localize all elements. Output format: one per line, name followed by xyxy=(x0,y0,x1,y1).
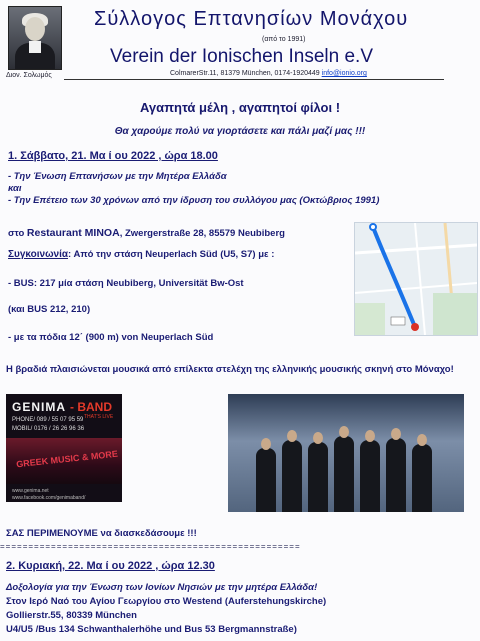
event1-venue xyxy=(8,227,285,239)
venue-prefix: στο xyxy=(8,228,25,239)
title-german: Verein der Ionischen Inseln e.V xyxy=(110,46,374,67)
event1-walk: - με τα πόδια 12΄ (900 m) von Neuperlach Süd xyxy=(8,332,214,343)
email-link[interactable]: info@ionio.org xyxy=(321,70,367,77)
venue-name: Restaurant MINOA xyxy=(26,227,120,239)
event1-transport xyxy=(8,249,274,260)
transport-label: Συγκοινωνία xyxy=(8,249,69,260)
address-line xyxy=(170,70,367,77)
event2-line4: U4/U5 /Bus 134 Schwanthalerhöhe und Bus 53 Bergmannstraße) xyxy=(6,624,297,635)
portrait-image xyxy=(8,6,62,70)
since-label: (από το 1991) xyxy=(262,36,306,43)
event1-line2: και xyxy=(8,183,22,194)
event2-line1: Δοξολογία για την Ένωση των Ιονίων Νησιών με την μητέρα Ελλάδα! xyxy=(6,582,318,593)
portrait-caption: Διον. Σολωμός xyxy=(6,72,52,79)
band-name-suffix: - BAND xyxy=(70,400,112,414)
music-note: Η βραδιά πλαισιώνεται μουσικά από επίλεκτα στελέχη της ελληνικής μουσικής σκηνή στο Μόναχο! xyxy=(6,364,454,375)
transport-text: : Από την στάση Neuperlach Süd (U5, S7) με : xyxy=(68,249,275,260)
event1-line3: - Την Επέτειο των 30 χρόνων από την ίδρυση του συλλόγου μας (Οκτώβριος 1991) xyxy=(8,195,380,206)
address-text: ColmarerStr.11, 81379 München, 0174-1920449 xyxy=(170,70,320,77)
band-stage-text: GREEK MUSIC & MORE xyxy=(15,448,119,470)
subtitle: Θα χαρούμε πολύ να γιορτάσετε και πάλι μαζί μας !!! xyxy=(114,126,366,137)
title-greek: Σύλλογος Επτανησίων Μονάχου xyxy=(94,8,409,30)
event2-line3: Gollierstr.55, 80339 München xyxy=(6,610,137,621)
event1-bus1: - BUS: 217 μία στάση Neubiberg, Universität Bw-Ost xyxy=(8,278,244,289)
event1-heading: 1. Σάββατο, 21. Μα ί ου 2022 , ώρα 18.00 xyxy=(8,150,218,162)
wait-note: ΣΑΣ ΠΕΡΙΜΕΝΟΥΜΕ να διασκεδάσουμε !!! xyxy=(6,528,197,539)
separator: ===================================================== xyxy=(0,542,301,551)
event2-line2: Στον Ιερό Ναό του Αγίου Γεωργίου στο Westend (Auferstehungskirche) xyxy=(6,596,327,607)
event2-heading: 2. Κυριακή, 22. Μα ί ου 2022 , ώρα 12.30 xyxy=(6,560,215,572)
band-phones xyxy=(12,416,84,434)
band-name: GENIMA xyxy=(12,400,66,414)
band-mobile: MOBIL/ 0176 / 26 26 96 36 xyxy=(12,426,85,432)
band-web xyxy=(12,488,85,502)
band-website: www.genima.net xyxy=(12,488,49,494)
route-map-image xyxy=(354,222,478,336)
event1-bus2: (και BUS 212, 210) xyxy=(8,304,91,315)
header-divider xyxy=(64,79,444,80)
band-tagline: THAT'S LIVE xyxy=(84,414,114,420)
band-photo-image xyxy=(228,394,464,512)
band-facebook: www.facebook.com/genimaband/ xyxy=(12,495,86,501)
band-phone: PHONE/ 089 / 55 07 95 59 xyxy=(12,417,84,423)
band-poster-image xyxy=(6,394,122,502)
greeting: Αγαπητά μέλη , αγαπητοί φίλοι ! xyxy=(139,100,341,115)
venue-address: , Zwergerstraße 28, 85579 Neubiberg xyxy=(119,228,285,239)
event1-line1: - Την Ένωση Επτανήσων με την Μητέρα Ελλάδα xyxy=(8,171,227,182)
